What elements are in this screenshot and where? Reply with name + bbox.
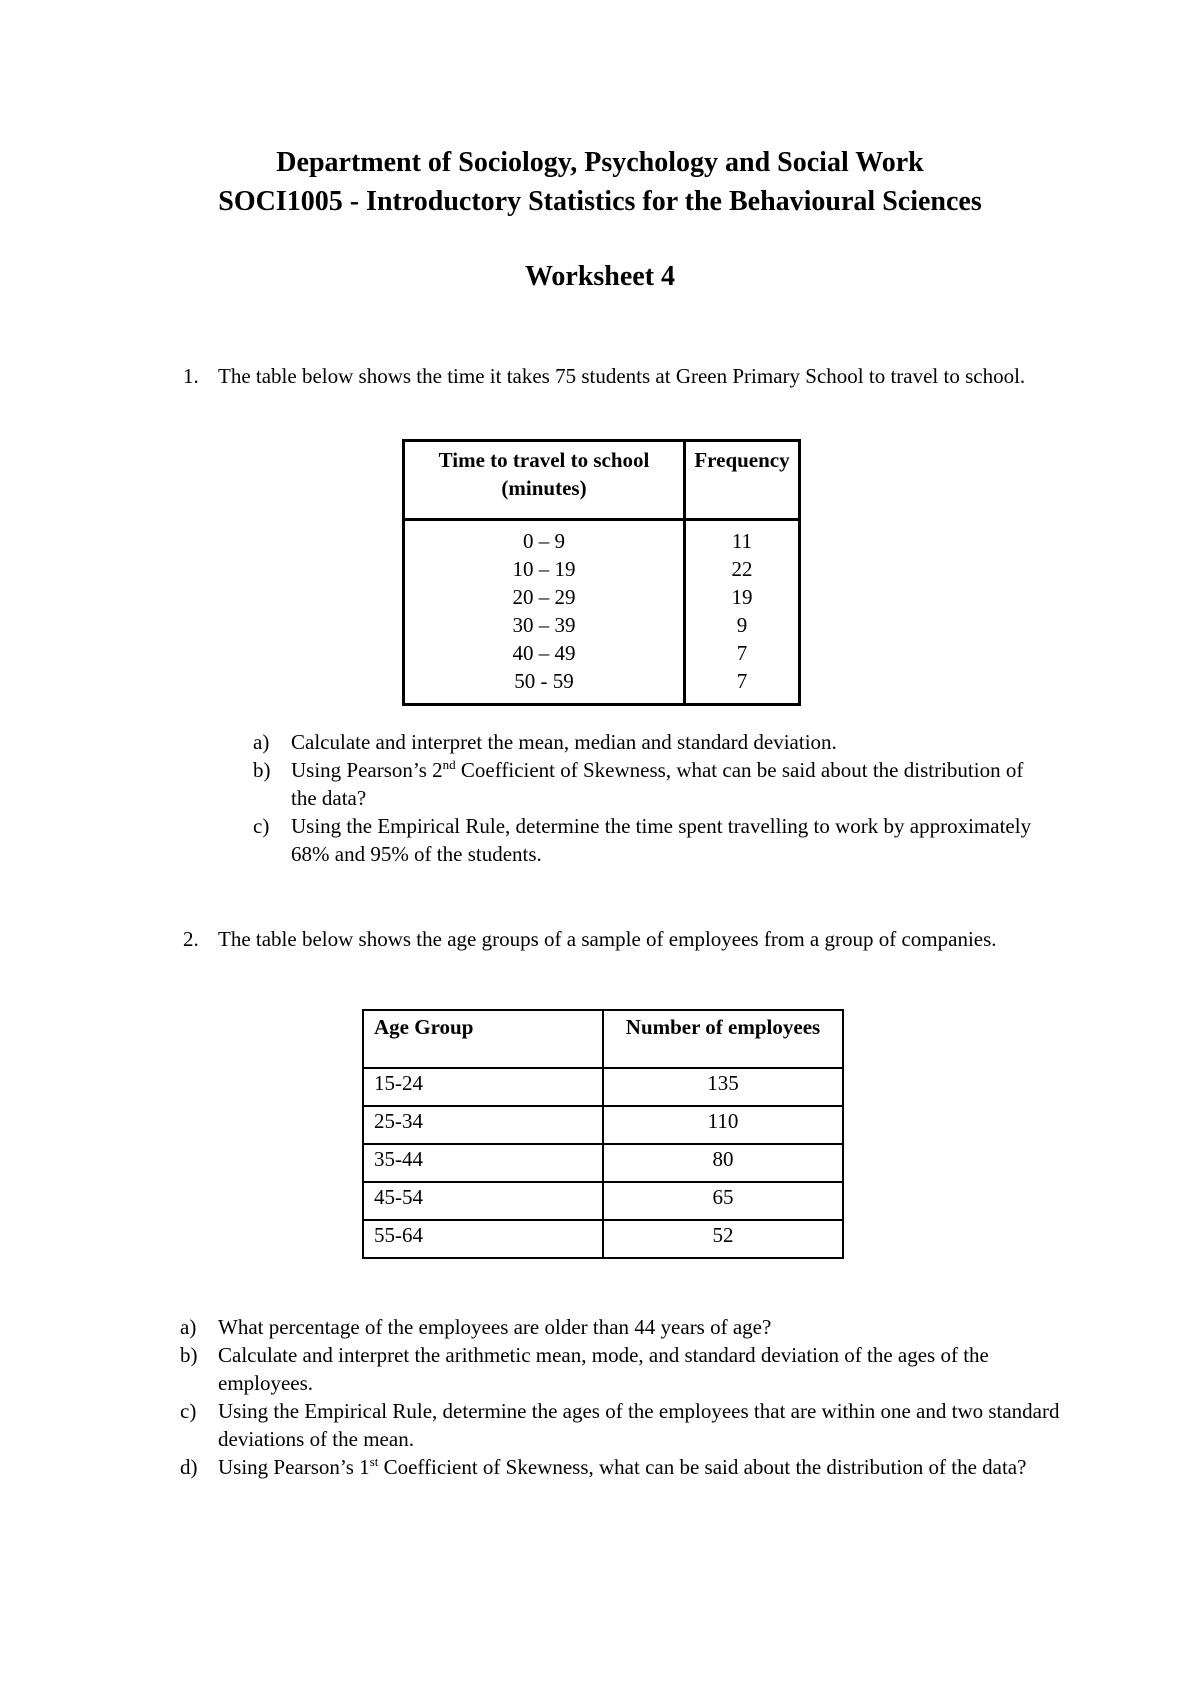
table-cell: 15-24 (363, 1068, 603, 1106)
part-text: Calculate and interpret the arithmetic mean, mode, and standard deviation of the ages of the employees. (218, 1343, 989, 1395)
part-text: Calculate and interpret the mean, median and standard deviation. (291, 730, 837, 754)
table-header-row (363, 1010, 843, 1068)
question-1 (183, 362, 1098, 390)
question-1-text: The table below shows the time it takes 75 students at Green Primary School to travel to school. (218, 364, 1026, 388)
part-label: a) (180, 1315, 197, 1339)
table-row (363, 1182, 843, 1220)
question-2-part-d (180, 1453, 1060, 1481)
table-cell: 55-64 (363, 1220, 603, 1258)
table-cell: 11 (731, 529, 753, 553)
table-cell: 50 - 59 (514, 669, 574, 693)
part-label: d) (180, 1455, 198, 1479)
table-cell: 135 (603, 1068, 843, 1106)
table-row (363, 1220, 843, 1258)
part-label: c) (253, 814, 270, 838)
table-cell: 7 (736, 641, 748, 665)
question-1-part-c (253, 812, 1043, 868)
part-label: c) (180, 1399, 197, 1423)
question-2-parts (180, 1313, 1060, 1481)
frequency-column-header: Frequency (685, 441, 800, 520)
table-cell: 110 (603, 1106, 843, 1144)
table-cell: 0 – 9 (523, 529, 565, 553)
table-header-row (404, 441, 800, 520)
ordinal-superscript: nd (442, 757, 456, 772)
part-text: Using Pearson’s 1 (218, 1455, 370, 1479)
worksheet-title: Worksheet 4 (524, 261, 676, 292)
travel-time-table (402, 439, 801, 706)
frequency-column-values (685, 520, 800, 705)
employees-column-header: Number of employees (603, 1010, 843, 1068)
question-1-part-a (253, 728, 1043, 756)
table-cell: 52 (603, 1220, 843, 1258)
table-row (363, 1144, 843, 1182)
question-2 (183, 925, 1098, 953)
ordinal-superscript: st (369, 1454, 379, 1469)
part-text-continued: Coefficient of Skewness, what can be said about the distribution of the data? (378, 1455, 1027, 1479)
part-text: Using Pearson’s 2 (291, 758, 443, 782)
question-1-number: 1. (183, 364, 199, 388)
course-heading: SOCI1005 - Introductory Statistics for the Behavioural Sciences (218, 186, 982, 217)
age-group-column-header: Age Group (363, 1010, 603, 1068)
table-cell: 7 (736, 669, 748, 693)
table-cell: 30 – 39 (512, 613, 576, 637)
question-2-part-a (180, 1313, 1060, 1341)
question-1-parts (253, 728, 1043, 868)
table-cell: 10 – 19 (512, 557, 576, 581)
question-1-part-b (253, 756, 1043, 812)
time-column-header: Time to travel to school (minutes) (404, 441, 685, 520)
table-cell: 22 (731, 557, 753, 581)
question-2-part-b (180, 1341, 1060, 1397)
table-cell: 45-54 (363, 1182, 603, 1220)
table-cell: 9 (736, 613, 748, 637)
part-text: Using the Empirical Rule, determine the ages of the employees that are within one and two standard deviations of the mean. (218, 1399, 1060, 1451)
table-cell: 25-34 (363, 1106, 603, 1144)
table-cell: 19 (731, 585, 753, 609)
question-2-part-c (180, 1397, 1060, 1453)
table-cell: 40 – 49 (512, 641, 576, 665)
part-text-continued: Coefficient of Skewness, what can be said about the distribution of the data? (291, 758, 1024, 810)
part-label: b) (180, 1343, 198, 1367)
table-body-row (404, 520, 800, 705)
table-cell: 20 – 29 (512, 585, 576, 609)
department-heading: Department of Sociology, Psychology and Social Work (276, 147, 924, 178)
time-column-values (404, 520, 685, 705)
question-2-text: The table below shows the age groups of a sample of employees from a group of companies. (218, 927, 997, 951)
table-cell: 65 (603, 1182, 843, 1220)
table-row (363, 1106, 843, 1144)
part-text: Using the Empirical Rule, determine the time spent travelling to work by approximately 68% and 95% of the students. (291, 814, 1032, 866)
part-label: b) (253, 758, 271, 782)
age-group-table (362, 1009, 844, 1259)
part-text: What percentage of the employees are older than 44 years of age? (218, 1315, 772, 1339)
question-2-number: 2. (183, 927, 199, 951)
table-cell: 80 (603, 1144, 843, 1182)
table-row (363, 1068, 843, 1106)
table-cell: 35-44 (363, 1144, 603, 1182)
part-label: a) (253, 730, 270, 754)
